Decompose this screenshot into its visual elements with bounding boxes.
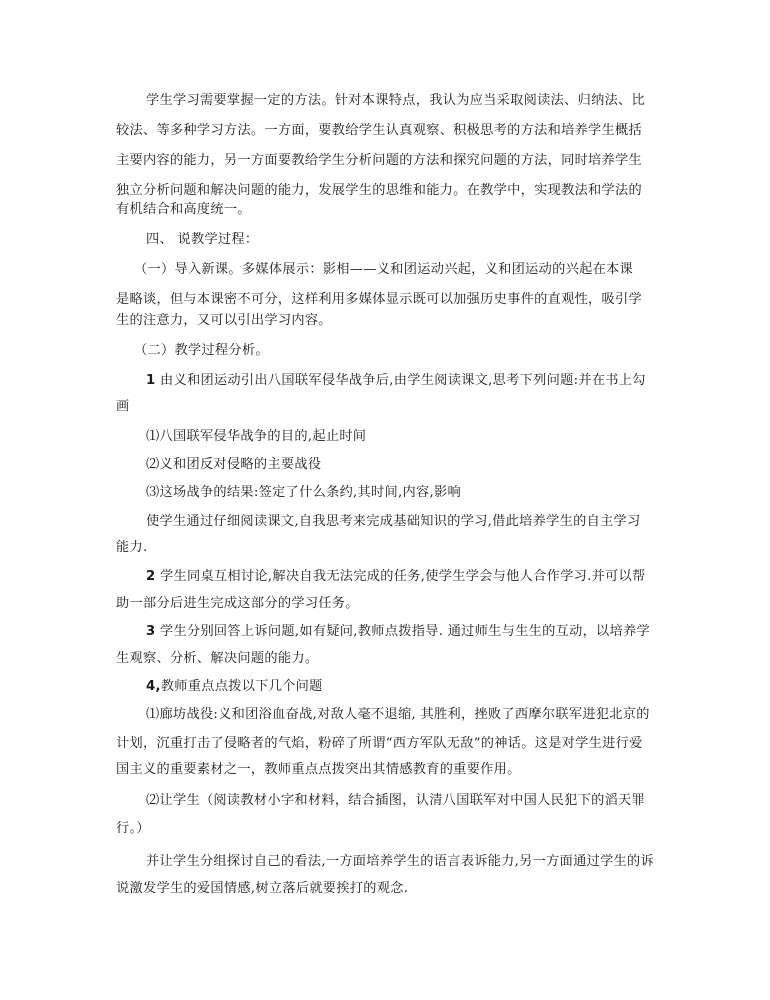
line-text: 学生同桌互相讨论,解决自我无法完成的任务,使学生学会与他人合作学习.并可以帮 [159,569,646,584]
line-text: 计划，沉重打击了侵略者的气焰，粉碎了所谓“西方军队无敌”的神话。这是对学生进行爱 [116,736,643,751]
paragraph-line [116,312,332,330]
line-text: （一）导入新课。多媒体展示：影相——义和团运动兴起，义和团运动的兴起在本课 [134,262,634,277]
paragraph-line [116,398,130,416]
line-text: 教师重点点拨以下几个问题 [160,679,323,694]
line-text: 行。） [116,821,150,836]
line-text: 说激发学生的爱国情感,树立落后就要挨打的观念. [116,881,409,896]
question-item [146,792,645,810]
line-text: 助一部分后进生完成这部分的学习任务。 [116,596,359,611]
paragraph-line [116,539,147,557]
paragraph-line [146,92,645,110]
item-number: 4, [146,679,161,694]
line-text: ⑶这场战争的结果:签定了什么条约,其时间,内容,影响 [146,485,461,500]
paragraph-line [146,853,654,871]
paragraph-line [116,761,521,779]
item-number: 2 [146,569,156,584]
heading-text: （二）教学过程分析。 [134,343,269,358]
line-text: ⑵让学生（阅读教材小字和材料，结合插图，认清八国联军对中国人民犯下的滔天罪 [146,793,646,808]
line-text: 生的注意力，又可以引出学习内容。 [116,313,332,328]
line-text: 由义和团运动引出八国联军侵华战争后,由学生阅读课文,思考下列问题:并在书上勾 [159,373,646,388]
paragraph-line [116,122,642,140]
item-number: 3 [146,624,156,639]
line-text: 是略谈，但与本课密不可分，这样利用多媒体显示既可以加强历史事件的直观性，吸引学 [116,292,643,307]
numbered-item [146,678,323,696]
item-number: 1 [146,373,156,388]
numbered-item [146,372,646,390]
paragraph-line [116,291,642,309]
line-text: ⑴廊坊战役:义和团浴血奋战,对敌人毫不退缩, 其胜利，挫败了西摩尔联军进犯北京的 [146,707,650,722]
line-text: 较法、等多种学习方法。一方面，要教给学生认真观察、积极思考的方法和培养学生概括 [116,123,643,138]
line-text: 有机结合和高度统一。 [116,202,251,217]
line-text: 能力. [116,540,148,555]
section-heading [146,231,258,249]
line-text: 学生学习需要掌握一定的方法。针对本课特点，我认为应当采取阅读法、归纳法、比 [146,93,646,108]
paragraph-line [116,595,359,613]
paragraph-line [116,152,642,170]
line-text: 独立分析问题和解决问题的能力，发展学生的思维和能力。在教学中，实现教法和学法的 [116,183,643,198]
paragraph-line [134,261,633,279]
question-item [146,456,321,474]
paragraph-line [116,650,318,668]
question-item [146,428,366,446]
line-text: 画 [116,399,130,414]
line-text: 国主义的重要素材之一，教师重点点拨突出其情感教育的重要作用。 [116,762,521,777]
subsection-heading [134,342,269,360]
paragraph-line [116,735,643,753]
line-text: 学生分别回答上诉问题,如有疑问,教师点拨指导. 通过师生与生生的互动，以培养学 [159,624,651,639]
numbered-item [146,568,646,586]
line-text: 使学生通过仔细阅读课文,自我思考来完成基础知识的学习,借此培养学生的自主学习 [146,514,641,529]
heading-text: 四、 说教学过程： [146,232,259,247]
line-text: 并让学生分组探讨自己的看法,一方面培养学生的语言表诉能力,另一方面通过学生的诉 [146,854,655,869]
paragraph-line [116,182,642,200]
paragraph-line [116,820,150,838]
paragraph-line [146,513,641,531]
line-text: 主要内容的能力，另一方面要教给学生分析问题的方法和探究问题的方法，同时培养学生 [116,153,643,168]
line-text: 生观察、分析、解决问题的能力。 [116,651,319,666]
question-item [146,484,461,502]
line-text: ⑴八国联军侵华战争的目的,起止时间 [146,429,367,444]
line-text: ⑵义和团反对侵略的主要战役 [146,457,322,472]
paragraph-line [116,880,408,898]
paragraph-line [116,201,251,219]
question-item [146,706,650,724]
numbered-item [146,623,650,641]
